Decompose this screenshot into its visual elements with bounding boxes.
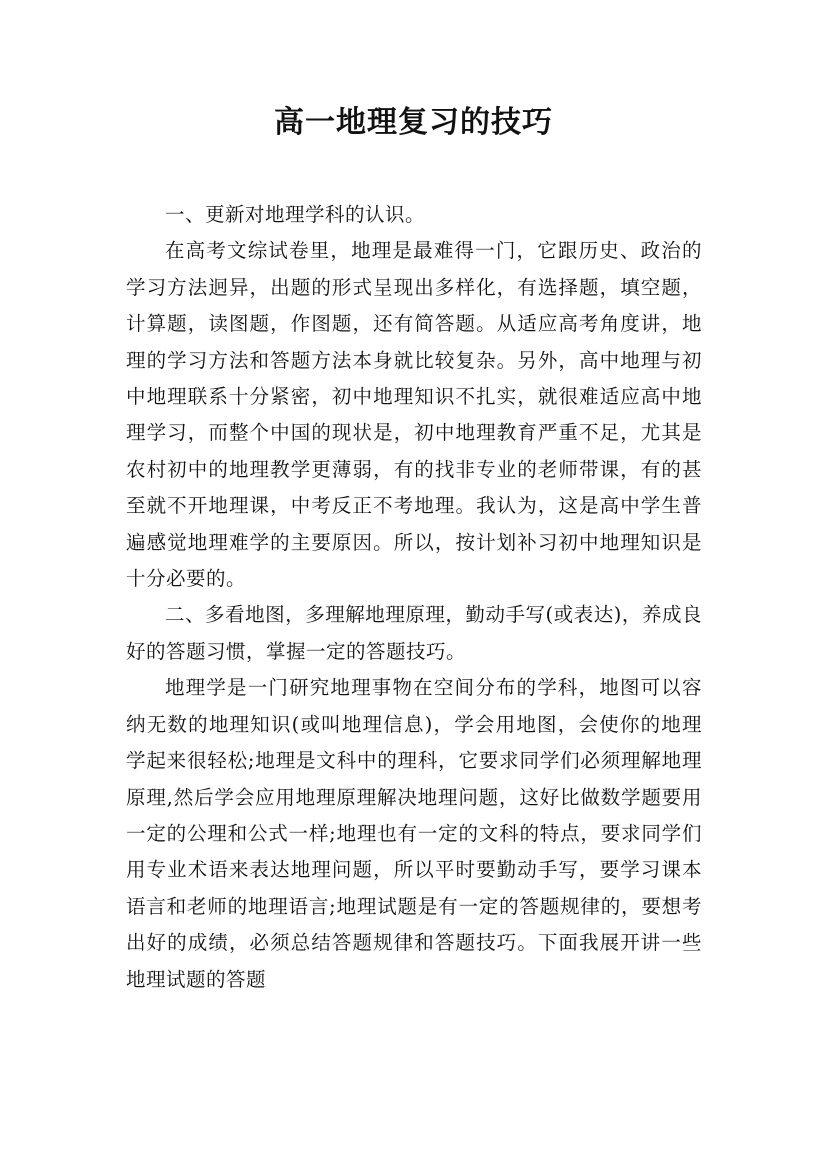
document-title: 高一地理复习的技巧 — [274, 105, 553, 140]
section-heading-2: 二、多看地图，多理解地理原理，勤动手写(或表达)，养成良好的答题习惯，掌握一定的答题技巧。 — [126, 603, 702, 663]
document-body — [126, 197, 702, 998]
paragraph-2: 地理学是一门研究地理事物在空间分布的学科，地图可以容纳无数的地理知识(或叫地理信息)，学会用地图，会使你的地理学起来很轻松;地理是文科中的理科，它要求同学们必须理解地理原理,然后学会应用地理原理解决地理问题，这好比做数学题要用一定的公理和公式一样;地理也有一定的文科的特点，要求同学们用专业术语来表达地理问题，所以平时要勤动手写，要学习课本语言和老师的地理语言;地理试题是有一定的答题规律的，要想考出好的成绩，必须总结答题规律和答题技巧。下面我展开讲一些地理试题的答题 — [126, 676, 702, 991]
section-heading-1: 一、更新对地理学科的认识。 — [165, 203, 426, 226]
paragraph-1: 在高考文综试卷里，地理是最难得一门，它跟历史、政治的学习方法迥异，出题的形式呈现出多样化，有选择题，填空题，计算题，读图题，作图题，还有简答题。从适应高考角度讲，地理的学习方法和答题方法本身就比较复杂。另外，高中地理与初中地理联系十分紧密，初中地理知识不扎实，就很难适应高中地理学习，而整个中国的现状是，初中地理教育严重不足，尤其是农村初中的地理教学更薄弱，有的找非专业的老师带课，有的甚至就不开地理课，中考反正不考地理。我认为，这是高中学生普遍感觉地理难学的主要原因。所以，按计划补习初中地理知识是十分必要的。 — [126, 239, 702, 591]
